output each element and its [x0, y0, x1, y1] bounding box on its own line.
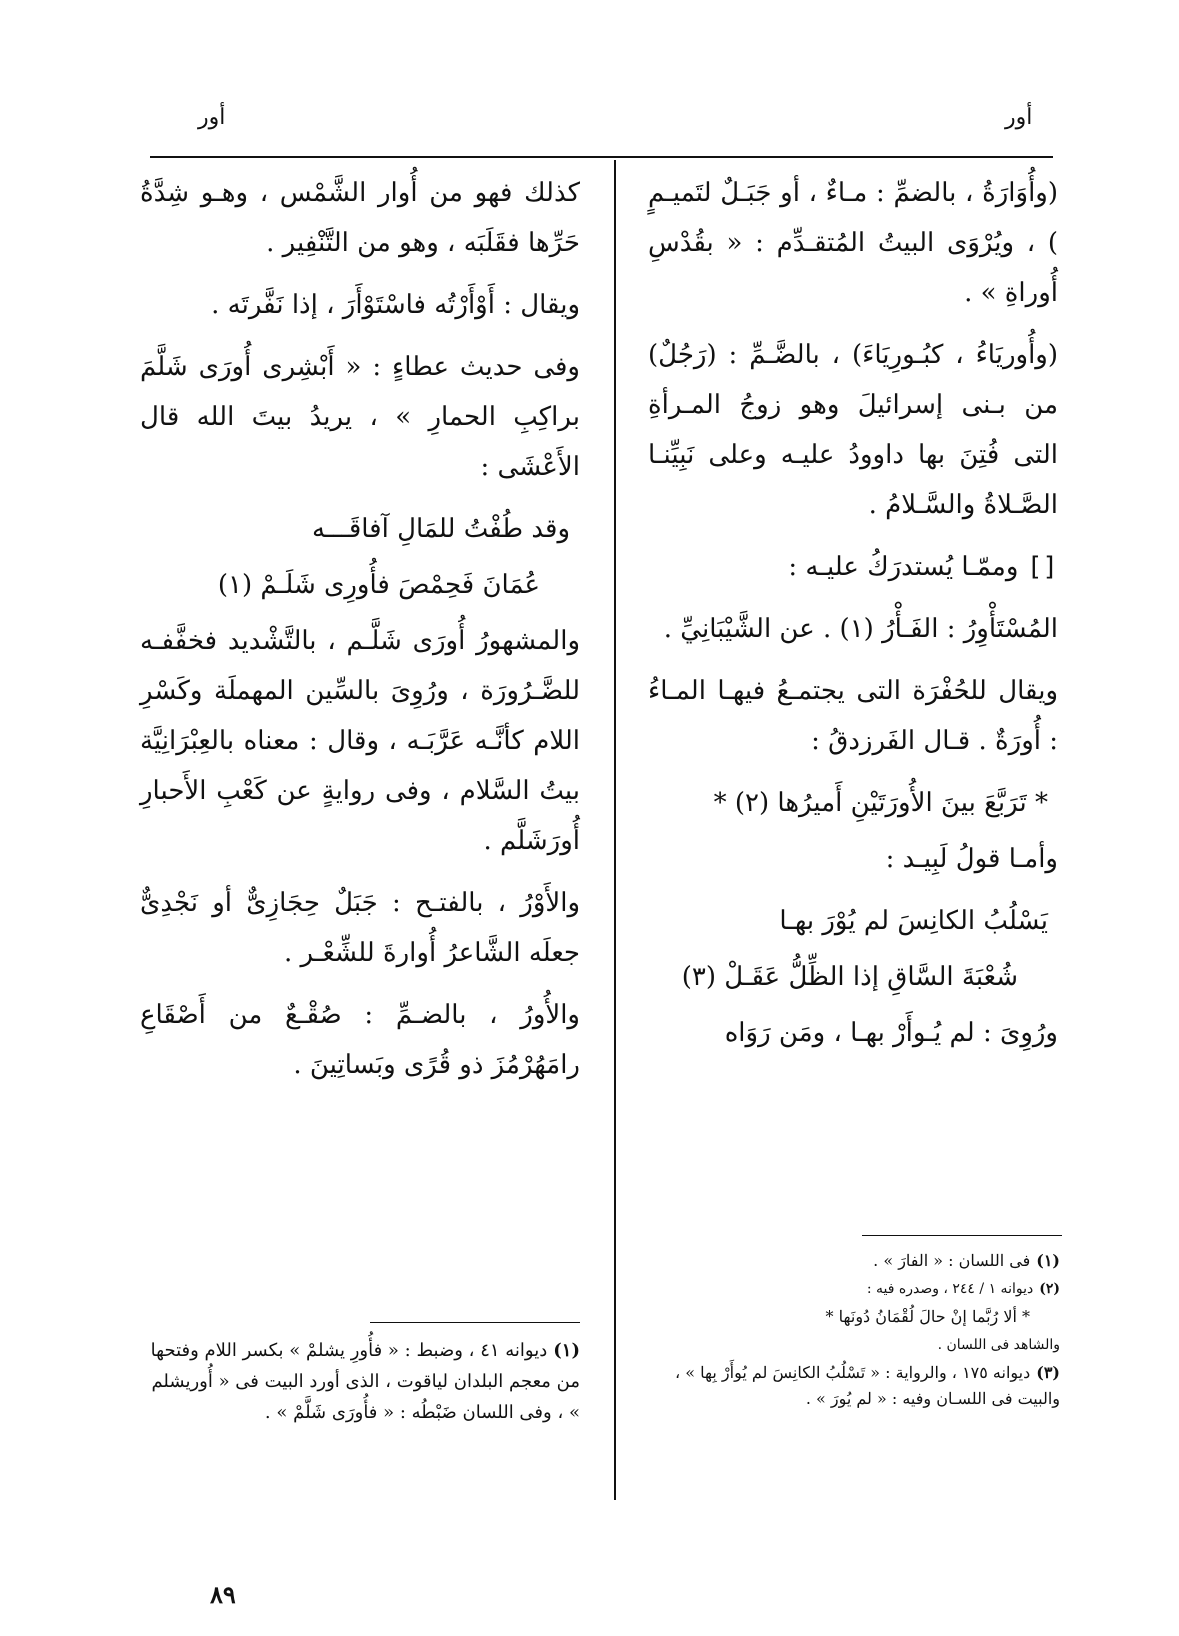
entry-paragraph: ويقال للحُفْرَة التى يجتمـعُ فيهـا المـاءُ : أُورَةٌ . قـال الفَرزدقُ :: [648, 676, 1058, 756]
entry-paragraph: كذلك فهو من أُوار الشَّمْس ، وهـو شِدَّةُ حَرِّها فقَلَبَه ، وهو من التَّنْفِير .: [140, 178, 580, 258]
footnote-number: (٣): [1036, 1363, 1060, 1382]
entry-paragraph: وفى حديث عطاءٍ : « أَبْشِرى أُورَى شَلَّمَ براكِبِ الحمارِ » ، يريدُ بيتَ الله قال الأَعْشَى :: [140, 352, 580, 482]
bracket-marker: []: [1026, 552, 1058, 582]
left-column: [140, 168, 580, 1102]
entry-paragraph: والأَوْرُ ، بالفتـح : جَبَلٌ حِجَازِىٌّ أو نَجْدِىٌّ جعلَه الشَّاعرُ أُوارةَ للشِّعْـر .: [140, 888, 580, 968]
page-number: ٨٩: [210, 1580, 236, 1609]
footnote-text: ديوانه ١ / ٢٤٤ ، وصدره فيه :: [866, 1281, 1034, 1297]
footnote: [648, 1360, 1060, 1412]
footnote-number: (١): [553, 1340, 580, 1361]
entry-paragraph: ورُوِىَ : لم يُـوأَرْ بهـا ، ومَن رَوَاه: [724, 1018, 1058, 1048]
column-divider: [614, 160, 616, 1500]
footnote-rule-left: [370, 1322, 580, 1323]
entry-paragraph: والمشهورُ أُورَى شَلَّـم ، بالتَّشْديد فخفَّفـه للضَّـرُورَة ، ورُوِىَ بالسِّين المهملَة وكَسْرِ اللام كأنَّـه عَرَّبَـه ، وقال : معناه بالعِبْرَانِيَّة بيتُ السَّلام ، وفى روايةٍ عن كَعْبِ الأَحبارِ أُورَشَلَّم .: [140, 626, 580, 856]
footnote: [140, 1335, 580, 1428]
footnote-text: ديوانه ١٧٥ ، والرواية : « تَسْلُبُ الكانِسَ لم يُوأَرْ بِها » ، والبيت فى اللسـان وفيه : « لم يُورَ » .: [675, 1363, 1060, 1408]
verse-line: شُعْبَةَ السَّاقِ إذا الظِّلُّ عَقَـلْ (٣): [681, 962, 1018, 992]
footnote: [648, 1276, 1060, 1302]
footnote-rule-right: [862, 1235, 1062, 1236]
verse-line: يَسْلُبُ الكانِسَ لم يُوْرَ بهـا: [779, 906, 1048, 936]
footnote-quote: * ألا رُبَّما إنْ حالَ لُقْمَانُ دُونَها *: [825, 1307, 1030, 1326]
running-header-left: أور: [198, 105, 226, 130]
entry-paragraph: والأُورُ ، بالضـمِّ : صُقْـعٌ من أَصْقَاعِ رامَهُرْمُزَ ذو قُرًى وبَساتِينَ .: [140, 1000, 580, 1080]
entry-paragraph: وأمـا قولُ لَبِيـد :: [885, 844, 1058, 874]
footnote-note: والشاهد فى اللسان .: [937, 1337, 1060, 1353]
entry-paragraph: المُسْتَأْوِرُ : الفَـأْرُ (١) . عن الشَّيْبَانِيِّ .: [663, 614, 1058, 644]
verse-line: عُمَانَ فَحِمْصَ فأُورِى شَلَـمْ (١): [217, 570, 540, 600]
entry-text: وممّـا يُستدرَكُ عليـه :: [788, 552, 1019, 582]
footnotes-right: [648, 1248, 1060, 1414]
entry-paragraph: (وأُوريَاءُ ، كبُـورِيَاءَ) ، بالضَّـمِّ : (رَجُلٌ) من بـنى إسرائيلَ وهو زوجُ المـرأةِ التى فُتِنَ بها داوودُ عليـه وعلى نَبِيِّنـا الصَّـلاةُ والسَّـلامُ .: [648, 340, 1058, 520]
footnote-text: فى اللسان : « الفارَ » .: [873, 1251, 1031, 1270]
entry-paragraph: ويقال : أَوْأَرْتُه فاسْتَوْأَرَ ، إذا نَفَّرتَه .: [211, 290, 580, 320]
running-header-right: أور: [1005, 105, 1033, 130]
verse-line: وقد طُفْتُ للمَالِ آفاقَـــه: [312, 514, 570, 544]
footnote: [648, 1248, 1060, 1274]
footnote-number: (١): [1036, 1251, 1060, 1270]
verse-line: * تَرَبَّعَ بينَ الأُورَتَيْنِ أَميرُها (٢) *: [713, 788, 1048, 818]
entry-paragraph: (وأُوَارَةُ ، بالضمِّ : مـاءٌ ، أو جَبَـلٌ لتَميـمٍ ) ، ويُرْوَى البيتُ المُتقـدِّم : « بقُدْسِ أُوراةِ » .: [648, 178, 1058, 308]
footnote-text: ديوانه ٤١ ، وضبط : « فأُورِ يشلمْ » بكسر اللام وفتحها من معجم البلدان لياقوت ، الذى أورد البيت فى « أُوريشلم » ، وفى اللسان ضَبْطُه : « فأُورَى شَلَّمْ » .: [150, 1340, 580, 1423]
entry-paragraph: [648, 542, 1058, 592]
footnote-number: (٢): [1039, 1281, 1060, 1297]
footnotes-left: [140, 1335, 580, 1430]
right-column: [648, 168, 1058, 1070]
header-rule: [150, 156, 1053, 158]
